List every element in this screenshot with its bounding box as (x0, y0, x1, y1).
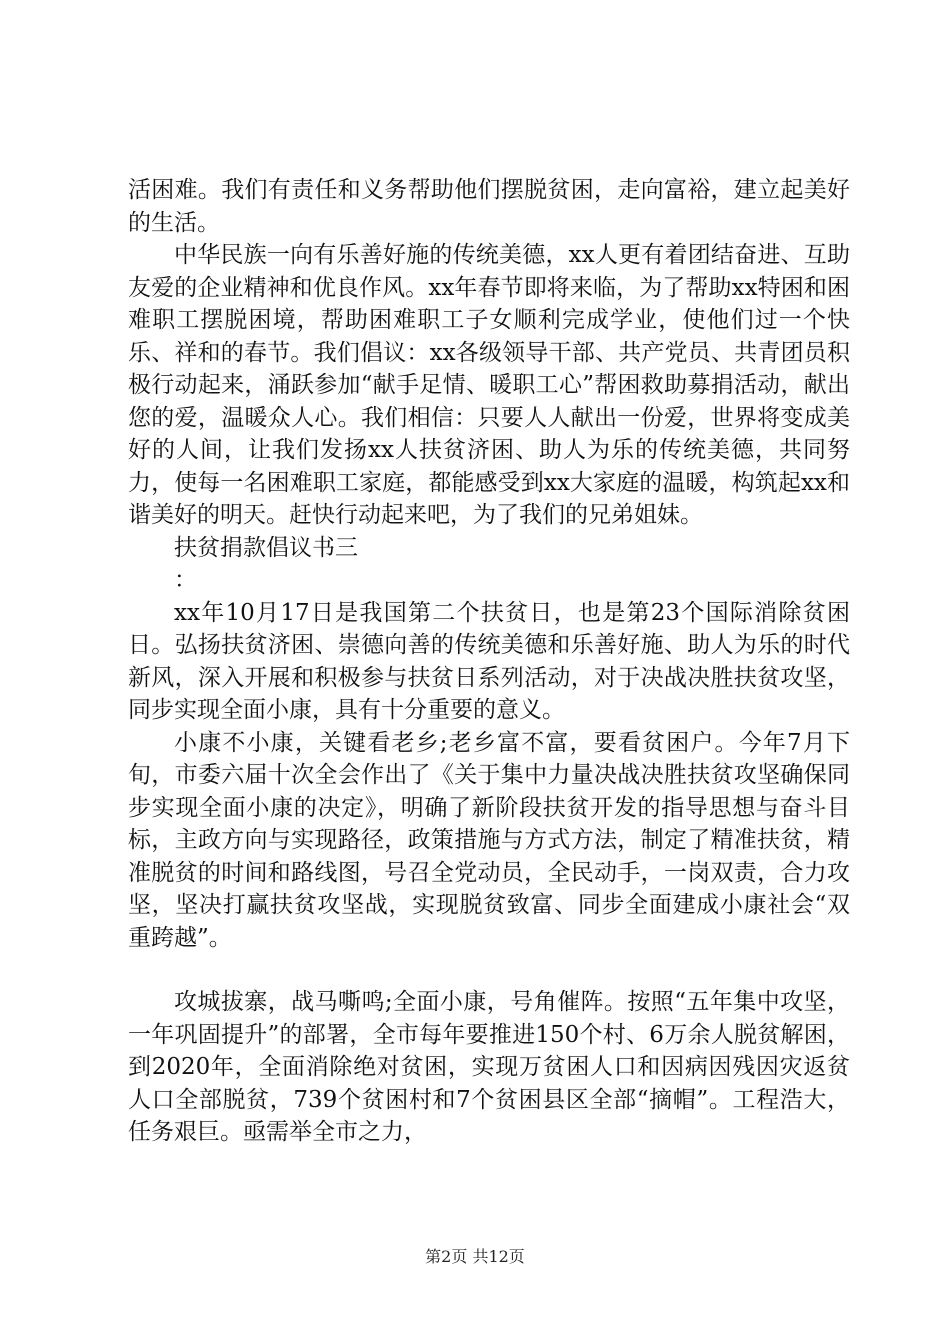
page-number-footer: 第2页 共12页 (425, 1247, 525, 1266)
paragraph-continuation: 活困难。我们有责任和义务帮助他们摆脱贫困，走向富裕，建立起美好的生活。 (128, 177, 850, 236)
salutation-colon: ： (174, 567, 197, 593)
paragraph-poverty-day: xx年10月17日是我国第二个扶贫日，也是第23个国际消除贫困日。弘扬扶贫济困、崇德向善的传统美德和乐善好施、助人为乐的时代新风，深入开展和积极参与扶贫日系列活动，对于决战决胜扶贫攻坚，同步实现全面小康，具有十分重要的意义。 (128, 599, 850, 723)
document-body (128, 174, 850, 1149)
paragraph-xiaokang: 小康不小康，关键看老乡;老乡富不富，要看贫困户。今年7月下旬，市委六届十次全会作出了《关于集中力量决战决胜扶贫攻坚确保同步实现全面小康的决定》，明确了新阶段扶贫开发的指导思想与奋斗目标，主政方向与实现路径，政策措施与方式方法，制定了精准扶贫，精准脱贫的时间和路线图，号召全党动员，全民动手，一岗双责，合力攻坚，坚决打赢扶贫攻坚战，实现脱贫致富、同步全面建成小康社会“双重跨越”。 (128, 729, 850, 951)
paragraph-appeal: 中华民族一向有乐善好施的传统美德，xx人更有着团结奋进、互助友爱的企业精神和优良作风。xx年春节即将来临，为了帮助xx特困和困难职工摆脱困境，帮助困难职工子女顺利完成学业，使他们过一个快乐、祥和的春节。我们倡议：xx各级领导干部、共产党员、共青团员积极行动起来，涌跃参加“献手足情、暖职工心”帮困救助募捐活动，献出您的爱，温暖众人心。我们相信：只要人人献出一份爱，世界将变成美好的人间，让我们发扬xx人扶贫济困、助人为乐的传统美德，共同努力，使每一名困难职工家庭，都能感受到xx大家庭的温暖，构筑起xx和谐美好的明天。赶快行动起来吧，为了我们的兄弟姐妹。 (128, 242, 850, 528)
paragraph-campaign: 攻城拔寨，战马嘶鸣;全面小康，号角催阵。按照“五年集中攻坚，一年巩固提升”的部署，全市每年要推进150个村、6万余人脱贫解困，到2020年，全面消除绝对贫困，实现万贫困人口和因病因残因灾返贫人口全部脱贫，739个贫困村和7个贫困县区全部“摘帽”。工程浩大，任务艰巨。亟需举全市之力， (128, 989, 850, 1145)
section-heading: 扶贫捐款倡议书三 (174, 534, 358, 561)
